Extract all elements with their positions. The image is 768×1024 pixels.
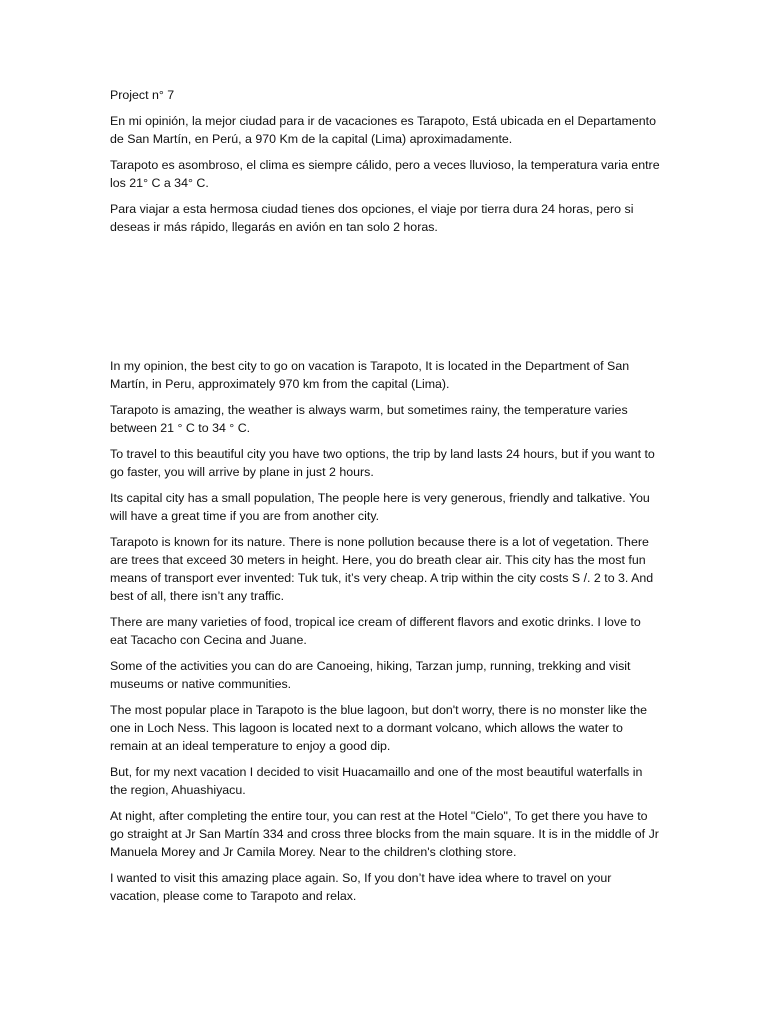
paragraph: But, for my next vacation I decided to visit Huacamaillo and one of the most beautiful waterfalls in the region, Ahuashiyacu.	[110, 765, 643, 797]
paragraph: In my opinion, the best city to go on vacation is Tarapoto, It is located in the Department of San Martín, in Peru, approximately 970 km from the capital (Lima).	[110, 359, 630, 391]
paragraph: There are many varieties of food, tropical ice cream of different flavors and exotic drinks. I love to eat Tacacho con Cecina and Juane.	[110, 615, 641, 647]
document-title: Project n° 7	[110, 88, 175, 102]
paragraph: Some of the activities you can do are Canoeing, hiking, Tarzan jump, running, trekking and visit museums or native communities.	[110, 659, 631, 691]
paragraph: At night, after completing the entire tour, you can rest at the Hotel "Cielo", To get there you have to go straight at Jr San Martín 334 and cross three blocks from the main square. It is in the middle of Jr Manuela Morey and Jr Camila Morey. Near to the children's clothing store.	[110, 809, 659, 859]
english-section	[110, 357, 660, 913]
paragraph: Tarapoto is amazing, the weather is always warm, but sometimes rainy, the temperature varies between 21 ° C to 34 ° C.	[110, 403, 628, 435]
spanish-section	[110, 86, 660, 244]
paragraph: Tarapoto is known for its nature. There is none pollution because there is a lot of vegetation. There are trees that exceed 30 meters in height. Here, you do breath clear air. This city has the most fun means of transport ever invented: Tuk tuk, it’s very cheap. A trip within the city costs S /. 2 to 3. And best of all, there isn’t any traffic.	[110, 535, 654, 603]
paragraph: Tarapoto es asombroso, el clima es siempre cálido, pero a veces lluvioso, la temperatura varia entre los 21° C a 34° C.	[110, 158, 660, 190]
paragraph: The most popular place in Tarapoto is the blue lagoon, but don't worry, there is no monster like the one in Loch Ness. This lagoon is located next to a dormant volcano, which allows the water to remain at an ideal temperature to enjoy a good dip.	[110, 703, 648, 753]
paragraph: En mi opinión, la mejor ciudad para ir de vacaciones es Tarapoto, Está ubicada en el Departamento de San Martín, en Perú, a 970 Km de la capital (Lima) aproximadamente.	[110, 114, 656, 146]
paragraph: I wanted to visit this amazing place again. So, If you don’t have idea where to travel on your vacation, please come to Tarapoto and relax.	[110, 871, 612, 903]
paragraph: Para viajar a esta hermosa ciudad tienes dos opciones, el viaje por tierra dura 24 horas, pero si deseas ir más rápido, llegarás en avión en tan solo 2 horas.	[110, 202, 634, 234]
paragraph: Its capital city has a small population, The people here is very generous, friendly and talkative. You will have a great time if you are from another city.	[110, 491, 650, 523]
paragraph: To travel to this beautiful city you have two options, the trip by land lasts 24 hours, but if you want to go faster, you will arrive by plane in just 2 hours.	[110, 447, 655, 479]
